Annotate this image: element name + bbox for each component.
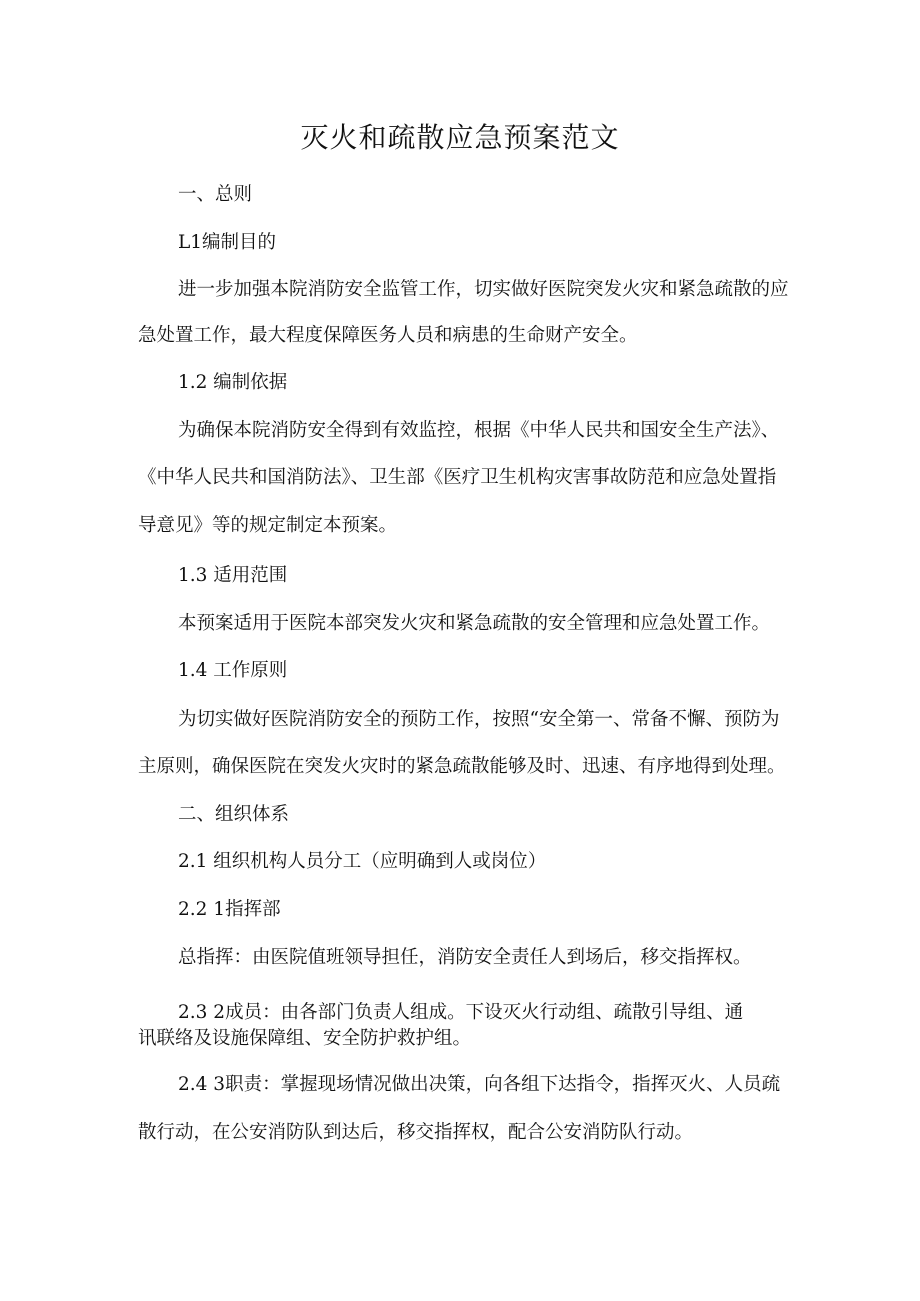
document-title: 灭火和疏散应急预案范文 (300, 121, 620, 154)
paragraph-line: 《中华人民共和国消防法》、卫生部《医疗卫生机构灾害事故防范和应急处置指 (138, 467, 777, 488)
subheading-command: 2.2 1指挥部 (178, 899, 281, 920)
paragraph-line: 散行动，在公安消防队到达后，移交指挥权，配合公安消防队行动。 (138, 1122, 694, 1143)
paragraph-line: 为确保本院消防安全得到有效监控，根据《中华人民共和国安全生产法》、 (178, 420, 780, 441)
paragraph-line: 进一步加强本院消防安全监管工作，切实做好医院突发火灾和紧急疏散的应 (178, 279, 789, 300)
section-heading-organization: 二、组织体系 (178, 804, 290, 825)
subheading-principles: 1.4 工作原则 (178, 660, 288, 681)
paragraph-line: 2.3 2成员：由各部门负责人组成。下设灭火行动组、疏散引导组、通 (178, 1002, 744, 1023)
subheading-purpose: L1编制目的 (178, 232, 277, 253)
subheading-staff-division: 2.1 组织机构人员分工（应明确到人或岗位） (178, 851, 547, 872)
paragraph-line: 2.4 3职责：掌握现场情况做出决策，向各组下达指令，指挥灭火、人员疏 (178, 1074, 781, 1095)
paragraph-line: 导意见》等的规定制定本预案。 (138, 515, 398, 536)
paragraph-line: 急处置工作，最大程度保障医务人员和病患的生命财产安全。 (138, 325, 638, 346)
paragraph-line: 总指挥：由医院值班领导担任，消防安全责任人到场后，移交指挥权。 (178, 947, 752, 968)
paragraph-line: 讯联络及设施保障组、安全防护救护组。 (138, 1028, 472, 1049)
paragraph-line: 本预案适用于医院本部突发火灾和紧急疏散的安全管理和应急处置工作。 (178, 613, 771, 634)
subheading-basis: 1.2 编制依据 (178, 372, 288, 393)
subheading-scope: 1.3 适用范围 (178, 565, 288, 586)
section-heading-general: 一、总则 (178, 184, 253, 205)
paragraph-line: 主原则，确保医院在突发火灾时的紧急疏散能够及时、迅速、有序地得到处理。 (138, 756, 786, 777)
paragraph-line: 为切实做好医院消防安全的预防工作，按照“安全第一、常备不懈、预防为 (178, 709, 780, 730)
